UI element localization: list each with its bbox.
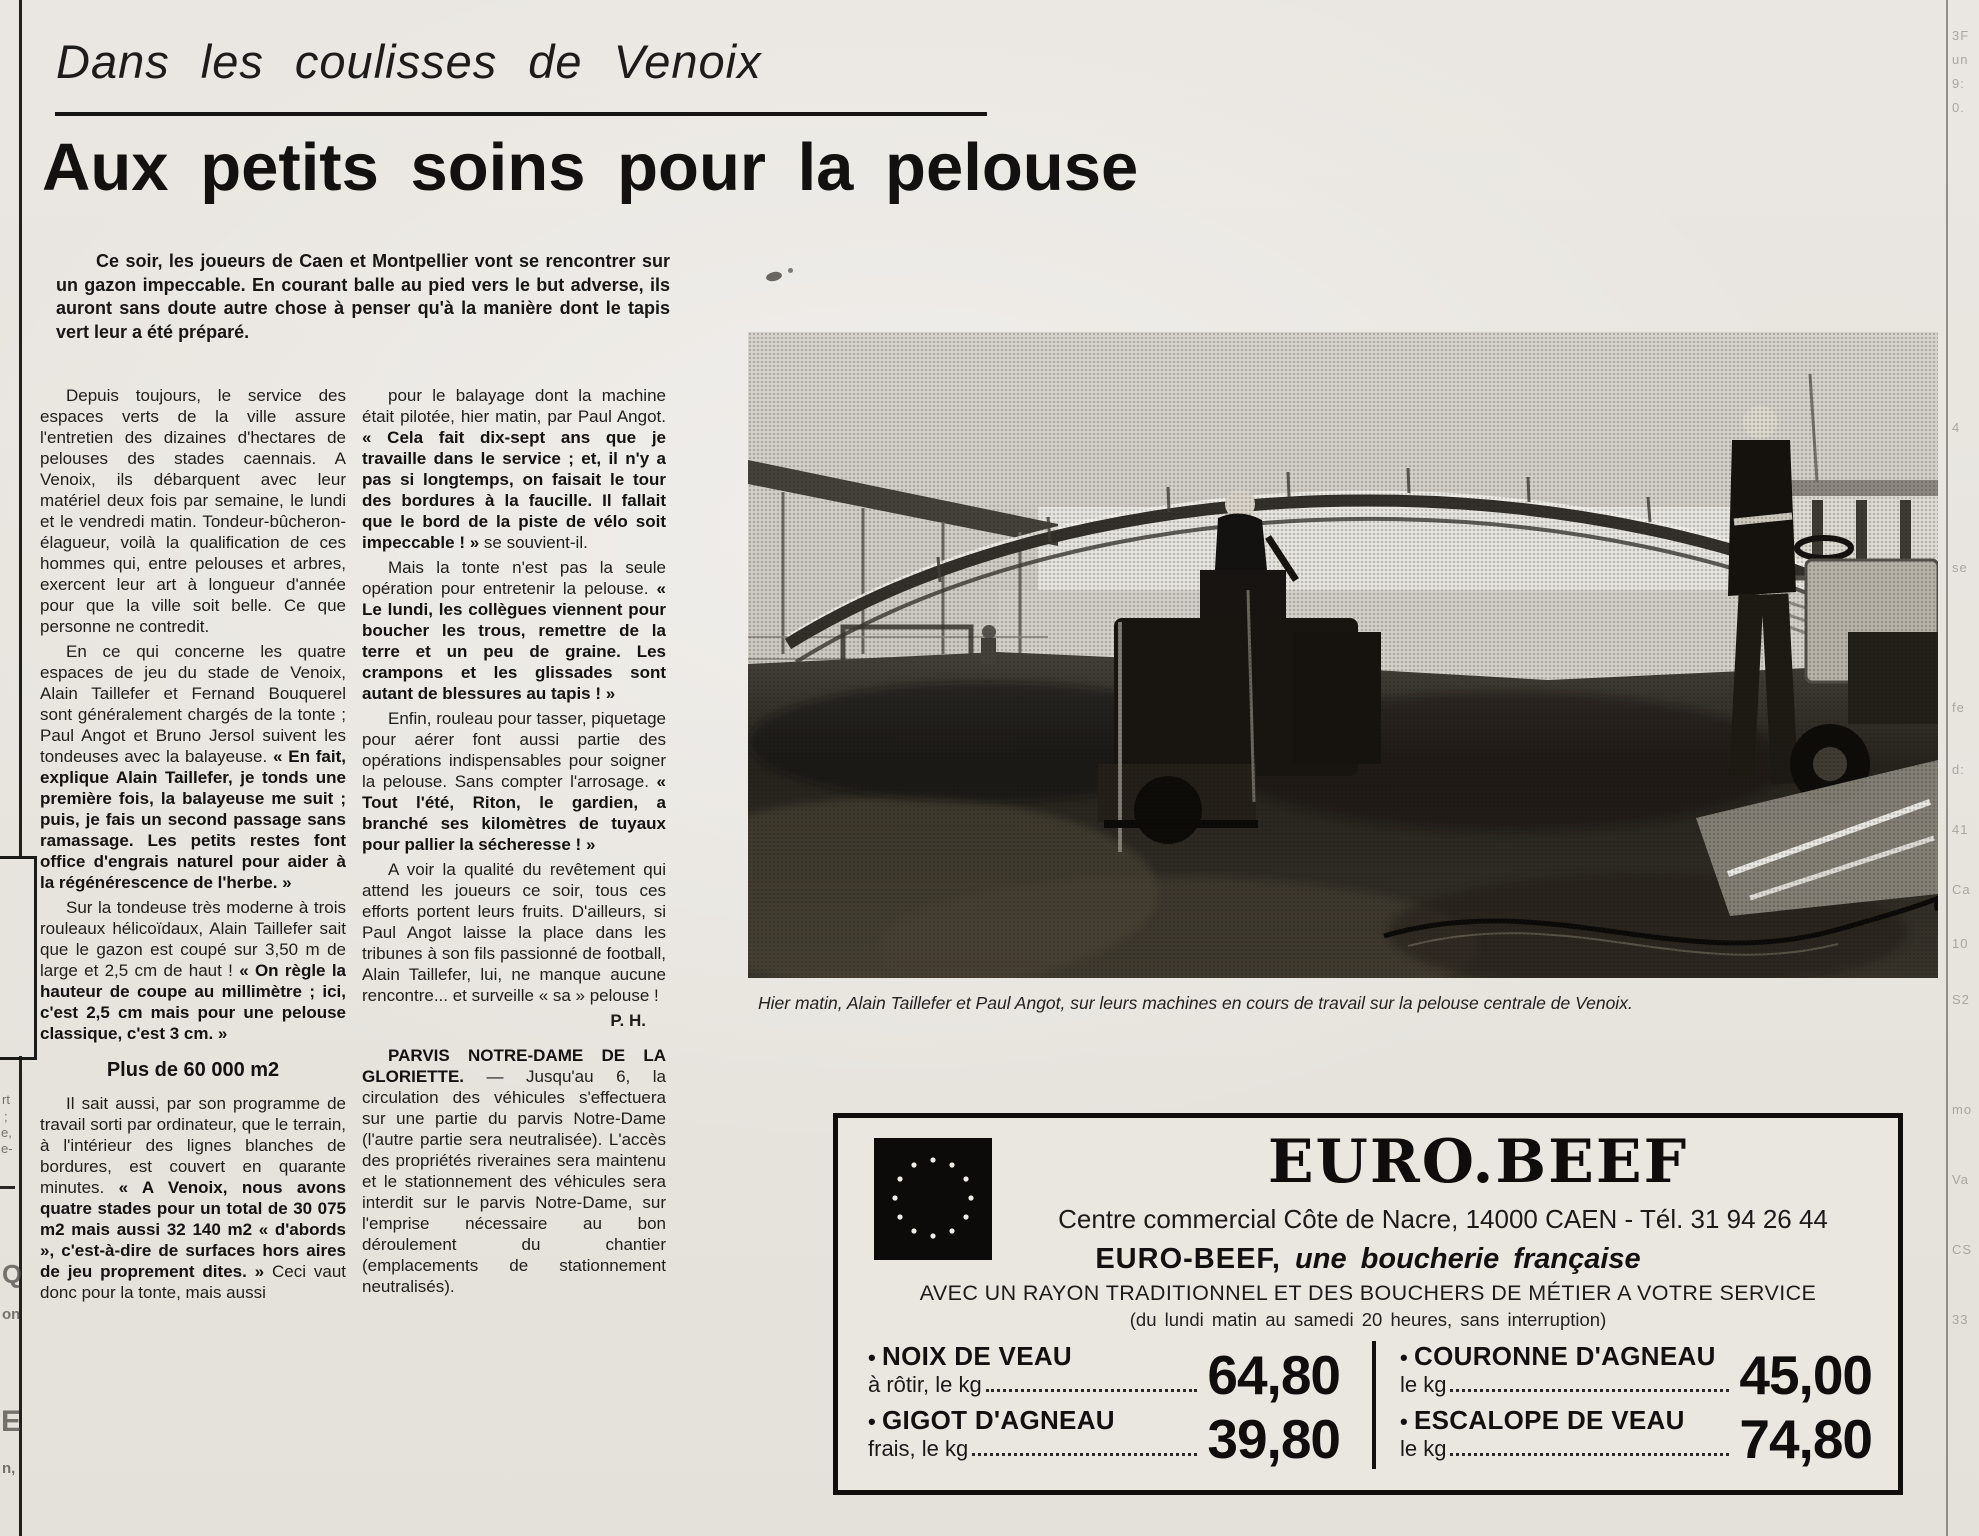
ad-address: Centre commercial Côte de Nacre, 14000 CAEN - Tél. 31 94 26 44	[1058, 1204, 1828, 1234]
article-column-1	[40, 385, 346, 1536]
subheading: Plus de 60 000 m2	[106, 1059, 280, 1081]
product-name: • GIGOT D'AGNEAU	[868, 1405, 1115, 1435]
bullet-icon: •	[868, 1345, 877, 1370]
paragraph: PARVIS NOTRE-DAME DE LA GLORIETTE. — Jusqu'au 6, la circulation des véhicules s'effectuera sur une partie du parvis Notre-Dame (l'autre partie sera neutralisée). L'accès des propriétés riveraines sera maintenu et le stationnement des véhicules sera interdit sur le parvis Notre-Dame, sur l'emprise nécessaire au bon déroulement du chantier (emplacements de stationnement neutralisés).	[362, 1046, 666, 1296]
margin-fragment: Ca	[1952, 882, 1971, 897]
margin-fragment: 0.	[1952, 100, 1965, 115]
ad-brand-name: EURO-BEEF,	[1095, 1243, 1281, 1275]
margin-fragment: 33	[1952, 1312, 1969, 1327]
ad-box-eurobeef	[833, 1113, 1903, 1495]
product-name: • COURONNE D'AGNEAU	[1400, 1341, 1716, 1371]
ad-title: EURO.BEEF	[1267, 1127, 1689, 1197]
margin-fragment: 10	[1952, 936, 1969, 951]
margin-fragment: e-	[1, 1141, 13, 1156]
margin-fragment: e,	[1, 1125, 12, 1140]
dotted-leader	[986, 1389, 1198, 1392]
paragraph: A voir la qualité du revêtement qui attend les joueurs ce soir, tous ces efforts portent leurs fruits. D'ailleurs, si Paul Angot laisse la place dans les tribunes à son fils passionné de football, Alain Taillefer, lui, ne manque aucune rencontre... et surveille « sa » pelouse !	[362, 860, 666, 1005]
product-detail: le kg	[1400, 1372, 1447, 1397]
margin-fragment: on	[2, 1306, 21, 1323]
ad-brand-tagline: une boucherie française	[1280, 1243, 1641, 1275]
ad-hours-line: (du lundi matin au samedi 20 heures, sans interruption)	[1129, 1309, 1607, 1330]
bullet-icon: •	[1400, 1409, 1409, 1434]
headline-rule	[55, 112, 987, 116]
kicker-headline: Dans les coulisses de Venoix	[56, 35, 762, 88]
stadium-photo-illustration	[748, 332, 1938, 978]
margin-fragment: Va	[1952, 1172, 1969, 1187]
euro-stars-logo	[874, 1138, 992, 1260]
margin-fragment: mo	[1952, 1102, 1973, 1117]
margin-fragment: fe	[1952, 700, 1965, 715]
price-item	[1400, 1405, 1872, 1470]
margin-fragment: n,	[2, 1460, 16, 1477]
product-detail: à rôtir, le kg	[868, 1372, 982, 1397]
margin-dash	[0, 1186, 15, 1189]
product-detail: frais, le kg	[868, 1436, 969, 1461]
ad-price-grid	[868, 1341, 1872, 1469]
margin-fragment: Q	[2, 1259, 23, 1289]
left-column-rule-lower	[19, 1056, 22, 1536]
author-initials: P. H.	[610, 1011, 646, 1030]
margin-fragment: S2	[1952, 992, 1970, 1007]
margin-fragment: 9:	[1952, 76, 1965, 91]
ink-speck	[765, 270, 783, 282]
product-name: • ESCALOPE DE VEAU	[1400, 1405, 1685, 1435]
margin-fragment: CS	[1952, 1242, 1973, 1257]
bullet-icon: •	[868, 1409, 877, 1434]
paragraph: Il sait aussi, par son programme de travail sorti par ordinateur, que le terrain, à l'intérieur des lignes blanches de bordures, est couvert en quarante minutes. « A Venoix, nous avons quatre stades pour un total de 30 075 m2 mais aussi 32 140 m2 « d'abords », c'est-à-dire de surfaces hors aires de jeu proprement dites. » Ceci vaut donc pour la tonte, mais aussi	[40, 1094, 346, 1302]
ad-brand-line	[838, 1243, 1898, 1276]
paragraph: pour le balayage dont la machine était pilotée, hier matin, par Paul Angot. « Cela fait dix-sept ans que je travaille dans le service ; et, il n'y a pas si longtemps, on faisait le tour des bordures à la faucille. Il fallait que le bord de la piste de vélo soit impeccable ! » se souvient-il.	[362, 386, 666, 552]
paragraph: Depuis toujours, le service des espaces verts de la ville assure l'entretien des dizaines d'hectares de pelouses des stades caennais. A Venoix, ils débarquent avec leur matériel deux fois par semaine, le lundi et le vendredi matin. Tondeur-bûcheron-élagueur, voilà la qualification de ces hommes qui, entre pelouses et arbres, exercent leur art à longueur d'année pour que la ville soit belle. Ce que personne ne contredit.	[40, 386, 346, 636]
ink-speck	[788, 268, 793, 273]
margin-fragment: 3F	[1952, 28, 1970, 43]
ad-price-column-right	[1372, 1341, 1872, 1469]
article-column-2	[362, 385, 666, 1536]
price-item	[868, 1405, 1340, 1470]
product-detail: le kg	[1400, 1436, 1447, 1461]
margin-fragment: d:	[1952, 762, 1965, 777]
paragraph: Sur la tondeuse très moderne à trois rouleaux hélicoïdaux, Alain Taillefer sait que le gazon est coupé sur 3,50 m de large et 2,5 cm de haut ! « On règle la hauteur de coupe au millimètre ; ici, c'est 2,5 cm mais pour une pelouse classique, c'est 3 cm. »	[40, 898, 346, 1043]
product-price: 74,80	[1739, 1407, 1872, 1470]
ad-service-line: AVEC UN RAYON TRADITIONNEL ET DES BOUCHERS DE MÉTIER A VOTRE SERVICE	[919, 1281, 1817, 1305]
margin-fragment: E	[1, 1405, 22, 1438]
price-item	[1400, 1341, 1872, 1406]
margin-fragment: 41	[1952, 822, 1969, 837]
main-headline: Aux petits soins pour la pelouse	[42, 130, 1139, 205]
left-column-rule	[19, 0, 22, 856]
product-price: 45,00	[1739, 1343, 1872, 1406]
paragraph: Mais la tonte n'est pas la seule opération pour entretenir la pelouse. « Le lundi, les collègues viennent pour boucher les trous, remettre de la terre et un peu de graine. Les crampons et les glissades sont autant de blessures au tapis ! »	[362, 558, 666, 703]
photo-caption: Hier matin, Alain Taillefer et Paul Angot, sur leurs machines en cours de travail sur la pelouse centrale de Venoix.	[758, 993, 1633, 1013]
bullet-icon: •	[1400, 1345, 1409, 1370]
price-item	[868, 1341, 1340, 1406]
product-price: 64,80	[1207, 1343, 1340, 1406]
dotted-leader	[1450, 1453, 1729, 1456]
product-price: 39,80	[1207, 1407, 1340, 1470]
margin-fragment: 4	[1952, 420, 1961, 435]
paragraph: En ce qui concerne les quatre espaces de jeu du stade de Venoix, Alain Taillefer et Fernand Bouquerel sont généralement chargés de la tonte ; Paul Angot et Bruno Jersol suivent les tondeuses avec la balayeuse. « En fait, explique Alain Taillefer, je tonds une première fois, la balayeuse me suit ; puis, je fais un second passage sans ramassage. Les petits restes font office d'engrais naturel pour aider à la régénérescence de l'herbe. »	[40, 642, 346, 892]
stadium-photo	[748, 332, 1938, 978]
margin-fragment: se	[1952, 560, 1968, 575]
margin-fragment: un	[1952, 52, 1969, 67]
paragraph: Enfin, rouleau pour tasser, piquetage pour aérer font aussi partie des opérations indispensables pour soigner la pelouse. Sans compter l'arrosage. « Tout l'été, Riton, le gardien, a branché ses kilomètres de tuyaux pour pallier la sécheresse ! »	[362, 709, 666, 854]
margin-fragment: rt	[2, 1092, 10, 1107]
euro-stars-icon	[874, 1138, 992, 1260]
margin-fragment: ;	[4, 1109, 8, 1124]
cropped-box-corner	[0, 856, 37, 1060]
lead-paragraph: Ce soir, les joueurs de Caen et Montpellier vont se rencontrer sur un gazon impeccable. En courant balle au pied vers le but adverse, ils auront sans doute autre chose à penser qu'à la manière dont le tapis vert leur a été préparé.	[56, 251, 670, 342]
dotted-leader	[972, 1453, 1197, 1456]
dotted-leader	[1450, 1389, 1729, 1392]
right-edge-rule	[1946, 0, 1948, 1536]
product-name: • NOIX DE VEAU	[868, 1341, 1072, 1371]
ad-price-column-left	[868, 1341, 1354, 1469]
